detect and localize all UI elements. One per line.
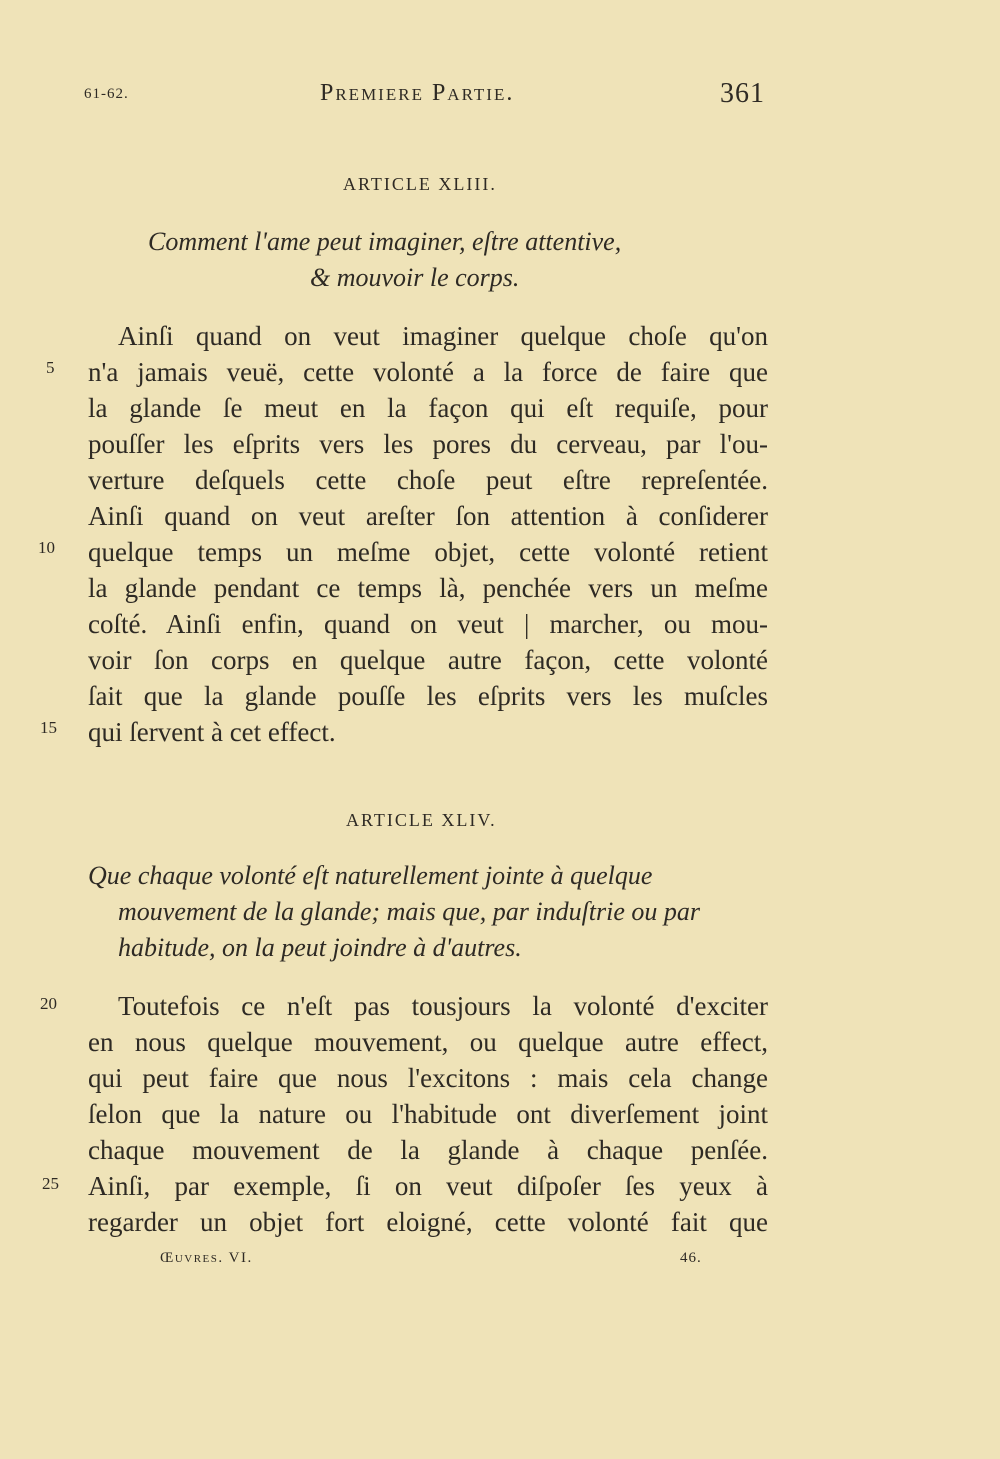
running-head: Premiere Partie. (320, 80, 515, 106)
body-line: Ainſi quand on veut areſter ſon attention à conſiderer (88, 501, 768, 531)
body-line: la glande ſe meut en la façon qui eſt requiſe, pour (88, 393, 768, 423)
line-number: 5 (46, 358, 55, 377)
page-number: 361 (720, 78, 765, 109)
body-line: qui ſervent à cet effect. (88, 717, 336, 747)
article-title-line: Comment l'ame peut imaginer, eſtre attentive, (148, 227, 622, 256)
article-title-line: & mouvoir le corps. (310, 263, 520, 292)
body-line: Ainſi quand on veut imaginer quelque choſe qu'on (118, 321, 768, 351)
body-line: regarder un objet fort eloigné, cette volonté fait que (88, 1207, 768, 1237)
signature-number: 46. (680, 1250, 702, 1266)
folio-reference: 61-62. (84, 86, 129, 102)
body-line: Ainſi, par exemple, ſi on veut diſpoſer ſes yeux à (88, 1171, 768, 1201)
line-number: 10 (38, 538, 55, 557)
body-line: quelque temps un meſme objet, cette volonté retient (88, 537, 768, 567)
body-line: pouſſer les eſprits vers les pores du cerveau, par l'ou- (88, 429, 768, 459)
body-line: en nous quelque mouvement, ou quelque autre effect, (88, 1027, 768, 1057)
line-number: 20 (40, 994, 57, 1013)
signature-label: Œuvres. VI. (160, 1250, 253, 1266)
body-line: qui peut faire que nous l'excitons : mais cela change (88, 1063, 768, 1093)
body-line: ſait que la glande pouſſe les eſprits vers les muſcles (88, 681, 768, 711)
body-line: ſelon que la nature ou l'habitude ont diverſement joint (88, 1099, 768, 1129)
body-line: n'a jamais veuë, cette volonté a la force de faire que (88, 357, 768, 387)
article-heading: ARTICLE XLIII. (343, 174, 497, 194)
article-heading: ARTICLE XLIV. (346, 810, 497, 830)
body-line: Toutefois ce n'eſt pas tousjours la volonté d'exciter (118, 991, 768, 1021)
article-title-line: mouvement de la glande; mais que, par induſtrie ou par (118, 897, 701, 926)
body-line: verture deſquels cette choſe peut eſtre repreſentée. (88, 465, 768, 495)
article-title-line: Que chaque volonté eſt naturellement jointe à quelque (88, 861, 653, 890)
body-line: coſté. Ainſi enfin, quand on veut | marcher, ou mou- (88, 609, 768, 639)
body-line: la glande pendant ce temps là, penchée vers un meſme (88, 573, 768, 603)
line-number: 15 (40, 718, 57, 737)
body-line: chaque mouvement de la glande à chaque penſée. (88, 1135, 768, 1165)
line-number: 25 (42, 1174, 59, 1193)
body-line: voir ſon corps en quelque autre façon, cette volonté (88, 645, 768, 675)
article-title-line: habitude, on la peut joindre à d'autres. (118, 933, 522, 962)
